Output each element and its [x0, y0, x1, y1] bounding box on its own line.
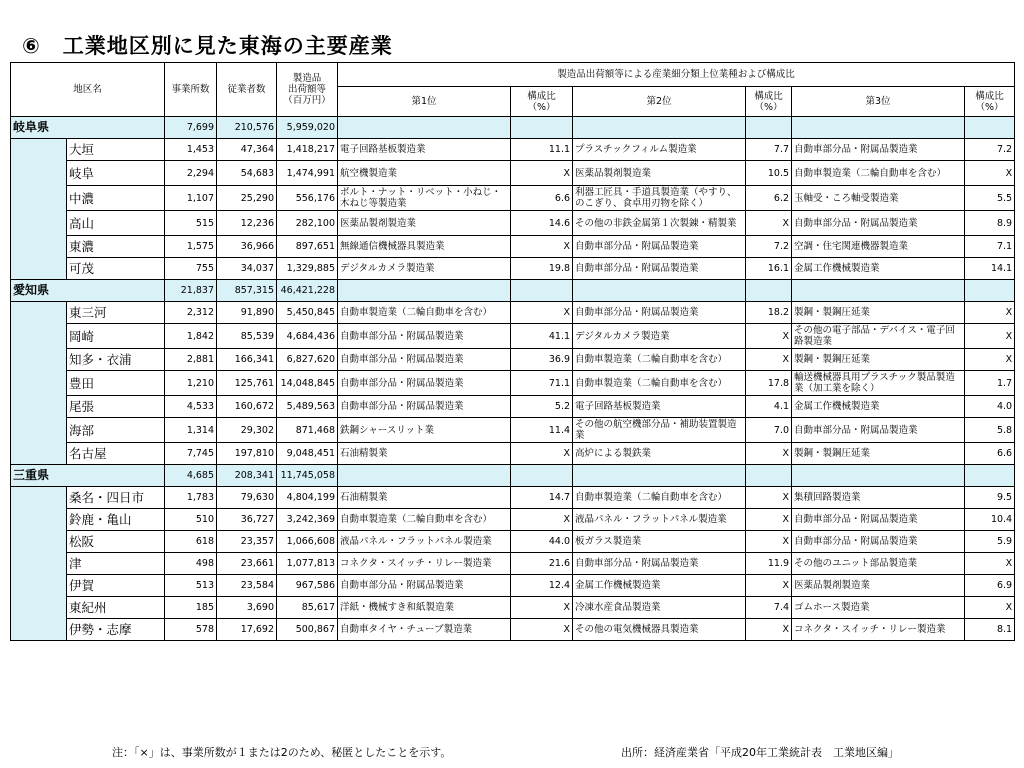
district-name: 津 — [67, 553, 165, 575]
industry-rank1: 自動車製造業（二輪自動車を含む） — [338, 302, 511, 324]
prefecture-indent — [11, 236, 67, 258]
industry-rank1: コネクタ・スイッチ・リレー製造業 — [338, 553, 511, 575]
header-shipments — [277, 63, 338, 117]
district-name: 名古屋 — [67, 443, 165, 465]
employees-cell: 79,630 — [217, 487, 277, 509]
district-name: 伊勢・志摩 — [67, 619, 165, 641]
empty-cell — [792, 117, 965, 139]
establishments-cell: 7,745 — [165, 443, 217, 465]
share-rank3: 7.2 — [965, 139, 1015, 161]
employees-cell: 12,236 — [217, 211, 277, 236]
industry-rank3: その他のユニット部品製造業 — [792, 553, 965, 575]
shipments-cell: 1,418,217 — [277, 139, 338, 161]
share-rank3: 5.9 — [965, 531, 1015, 553]
share-unit: （%） — [975, 101, 1004, 113]
share-rank3: X — [965, 302, 1015, 324]
prefecture-indent — [11, 575, 67, 597]
district-name: 可茂 — [67, 258, 165, 280]
employees-cell: 91,890 — [217, 302, 277, 324]
industry-rank2: 利器工匠具・手道具製造業（やすり、のこぎり、食卓用刃物を除く） — [573, 186, 746, 211]
share-rank2: X — [746, 509, 792, 531]
industry-rank3: 金属工作機械製造業 — [792, 258, 965, 280]
industry-rank1: 航空機製造業 — [338, 161, 511, 186]
header-shipments-line3: （百万円） — [283, 95, 331, 106]
industry-rank2: 液晶パネル・フラットパネル製造業 — [573, 509, 746, 531]
share-rank1: 11.4 — [511, 418, 573, 443]
prefecture-employees: 857,315 — [217, 280, 277, 302]
share-rank1: 5.2 — [511, 396, 573, 418]
district-name: 尾張 — [67, 396, 165, 418]
share-rank1: 6.6 — [511, 186, 573, 211]
share-unit: （%） — [754, 101, 783, 113]
shipments-cell: 1,077,813 — [277, 553, 338, 575]
table-row — [11, 139, 1015, 161]
table-row — [11, 371, 1015, 396]
prefecture-name: 愛知県 — [11, 280, 165, 302]
industry-rank2: 自動車部分品・附属品製造業 — [573, 553, 746, 575]
industry-rank3: 玉軸受・ころ軸受製造業 — [792, 186, 965, 211]
share-rank2: X — [746, 531, 792, 553]
industry-rank3: 自動車部分品・附属品製造業 — [792, 531, 965, 553]
header-shipments-line2: 出荷額等 — [288, 84, 327, 95]
establishments-cell: 2,881 — [165, 349, 217, 371]
prefecture-indent — [11, 487, 67, 509]
share-rank2: 7.7 — [746, 139, 792, 161]
prefecture-shipments: 5,959,020 — [277, 117, 338, 139]
industry-rank3: 製鋼・製鋼圧延業 — [792, 443, 965, 465]
employees-cell: 125,761 — [217, 371, 277, 396]
industry-rank1: 石油精製業 — [338, 443, 511, 465]
prefecture-row — [11, 280, 1015, 302]
prefecture-indent — [11, 186, 67, 211]
establishments-cell: 513 — [165, 575, 217, 597]
prefecture-shipments: 46,421,228 — [277, 280, 338, 302]
empty-cell — [965, 117, 1015, 139]
empty-cell — [338, 465, 511, 487]
share-rank3: 7.1 — [965, 236, 1015, 258]
share-rank2: X — [746, 324, 792, 349]
table-row — [11, 211, 1015, 236]
share-rank2: 18.2 — [746, 302, 792, 324]
empty-cell — [511, 465, 573, 487]
share-rank2: 7.0 — [746, 418, 792, 443]
establishments-cell: 1,453 — [165, 139, 217, 161]
industry-rank2: 医薬品製剤製造業 — [573, 161, 746, 186]
district-name: 知多・衣浦 — [67, 349, 165, 371]
establishments-cell: 1,210 — [165, 371, 217, 396]
table-row — [11, 553, 1015, 575]
establishments-cell: 618 — [165, 531, 217, 553]
page-title: ⑥ 工業地区別に見た東海の主要産業 — [22, 34, 393, 58]
prefecture-indent — [11, 396, 67, 418]
prefecture-shipments: 11,745,058 — [277, 465, 338, 487]
industry-rank2: その他の非鉄金属第１次製錬・精製業 — [573, 211, 746, 236]
share-rank2: X — [746, 443, 792, 465]
share-rank1: 14.6 — [511, 211, 573, 236]
empty-cell — [792, 465, 965, 487]
table-row — [11, 324, 1015, 349]
employees-cell: 23,584 — [217, 575, 277, 597]
share-rank3: X — [965, 161, 1015, 186]
district-name: 東三河 — [67, 302, 165, 324]
industry-rank1: 鉄鋼シャースリット業 — [338, 418, 511, 443]
industry-rank2: その他の電気機械器具製造業 — [573, 619, 746, 641]
industry-rank3: 空調・住宅関連機器製造業 — [792, 236, 965, 258]
table-row — [11, 509, 1015, 531]
empty-cell — [746, 280, 792, 302]
prefecture-name: 三重県 — [11, 465, 165, 487]
share-rank3: 4.0 — [965, 396, 1015, 418]
shipments-cell: 4,804,199 — [277, 487, 338, 509]
employees-cell: 85,539 — [217, 324, 277, 349]
share-rank2: 16.1 — [746, 258, 792, 280]
table-row — [11, 186, 1015, 211]
share-rank2: 7.2 — [746, 236, 792, 258]
industry-rank2: プラスチックフィルム製造業 — [573, 139, 746, 161]
industry-rank3: 製鋼・製鋼圧延業 — [792, 302, 965, 324]
table-row — [11, 161, 1015, 186]
prefecture-indent — [11, 531, 67, 553]
establishments-cell: 1,783 — [165, 487, 217, 509]
share-rank1: 12.4 — [511, 575, 573, 597]
establishments-cell: 1,314 — [165, 418, 217, 443]
empty-cell — [338, 117, 511, 139]
prefecture-indent — [11, 258, 67, 280]
employees-cell: 34,037 — [217, 258, 277, 280]
industry-rank2: 板ガラス製造業 — [573, 531, 746, 553]
share-rank1: 36.9 — [511, 349, 573, 371]
share-rank3: 10.4 — [965, 509, 1015, 531]
industry-rank3: 製鋼・製鋼圧延業 — [792, 349, 965, 371]
establishments-cell: 1,107 — [165, 186, 217, 211]
share-rank2: X — [746, 575, 792, 597]
industry-rank2: 高炉による製鉄業 — [573, 443, 746, 465]
shipments-cell: 14,048,845 — [277, 371, 338, 396]
table-row — [11, 302, 1015, 324]
establishments-cell: 185 — [165, 597, 217, 619]
industry-rank3: 集積回路製造業 — [792, 487, 965, 509]
industry-rank1: 無線通信機械器具製造業 — [338, 236, 511, 258]
shipments-cell: 1,329,885 — [277, 258, 338, 280]
share-rank3: X — [965, 324, 1015, 349]
industry-rank2: 自動車製造業（二輪自動車を含む） — [573, 349, 746, 371]
industry-rank3: 自動車製造業（二輪自動車を含む） — [792, 161, 965, 186]
prefecture-row — [11, 465, 1015, 487]
industry-rank2: デジタルカメラ製造業 — [573, 324, 746, 349]
employees-cell: 47,364 — [217, 139, 277, 161]
industry-rank2: 自動車部分品・附属品製造業 — [573, 302, 746, 324]
employees-cell: 25,290 — [217, 186, 277, 211]
prefecture-indent — [11, 597, 67, 619]
establishments-cell: 578 — [165, 619, 217, 641]
empty-cell — [965, 280, 1015, 302]
share-rank1: 19.8 — [511, 258, 573, 280]
establishments-cell: 515 — [165, 211, 217, 236]
prefecture-establishments: 21,837 — [165, 280, 217, 302]
header-area: 地区名 — [11, 63, 165, 117]
prefecture-employees: 210,576 — [217, 117, 277, 139]
prefecture-indent — [11, 371, 67, 396]
district-name: 岐阜 — [67, 161, 165, 186]
share-rank1: 21.6 — [511, 553, 573, 575]
share-rank2: 7.4 — [746, 597, 792, 619]
employees-cell: 23,357 — [217, 531, 277, 553]
district-name: 中濃 — [67, 186, 165, 211]
table-row — [11, 349, 1015, 371]
industry-rank1: 自動車部分品・附属品製造業 — [338, 324, 511, 349]
table-row — [11, 531, 1015, 553]
share-label: 構成比 — [754, 90, 783, 102]
share-rank1: 11.1 — [511, 139, 573, 161]
shipments-cell: 85,617 — [277, 597, 338, 619]
share-label: 構成比 — [975, 90, 1004, 102]
share-rank1: 44.0 — [511, 531, 573, 553]
share-rank3: 9.5 — [965, 487, 1015, 509]
empty-cell — [511, 117, 573, 139]
header-rank1: 第1位 — [338, 87, 511, 117]
district-name: 松阪 — [67, 531, 165, 553]
employees-cell: 54,683 — [217, 161, 277, 186]
share-rank1: X — [511, 597, 573, 619]
empty-cell — [746, 465, 792, 487]
prefecture-indent — [11, 509, 67, 531]
share-rank1: X — [511, 302, 573, 324]
industry-rank1: 自動車製造業（二輪自動車を含む） — [338, 509, 511, 531]
employees-cell: 17,692 — [217, 619, 277, 641]
table-row — [11, 418, 1015, 443]
header-share3 — [965, 87, 1015, 117]
industry-rank2: 金属工作機械製造業 — [573, 575, 746, 597]
prefecture-establishments: 7,699 — [165, 117, 217, 139]
shipments-cell: 5,450,845 — [277, 302, 338, 324]
establishments-cell: 4,533 — [165, 396, 217, 418]
prefecture-indent — [11, 211, 67, 236]
industry-rank2: 自動車部分品・附属品製造業 — [573, 236, 746, 258]
table-row — [11, 396, 1015, 418]
prefecture-establishments: 4,685 — [165, 465, 217, 487]
establishments-cell: 1,842 — [165, 324, 217, 349]
industry-rank3: 自動車部分品・附属品製造業 — [792, 211, 965, 236]
table-row — [11, 443, 1015, 465]
share-rank3: 1.7 — [965, 371, 1015, 396]
establishments-cell: 510 — [165, 509, 217, 531]
industry-rank3: 金属工作機械製造業 — [792, 396, 965, 418]
share-rank3: 6.6 — [965, 443, 1015, 465]
share-rank3: 14.1 — [965, 258, 1015, 280]
table-row — [11, 236, 1015, 258]
prefecture-indent — [11, 619, 67, 641]
header-rank2: 第2位 — [573, 87, 746, 117]
industry-rank1: 自動車部分品・附属品製造業 — [338, 371, 511, 396]
prefecture-row — [11, 117, 1015, 139]
employees-cell: 197,810 — [217, 443, 277, 465]
empty-cell — [573, 280, 746, 302]
shipments-cell: 897,651 — [277, 236, 338, 258]
shipments-cell: 1,474,991 — [277, 161, 338, 186]
industry-rank1: 液晶パネル・フラットパネル製造業 — [338, 531, 511, 553]
shipments-cell: 871,468 — [277, 418, 338, 443]
establishments-cell: 498 — [165, 553, 217, 575]
employees-cell: 36,727 — [217, 509, 277, 531]
prefecture-indent — [11, 418, 67, 443]
district-name: 海部 — [67, 418, 165, 443]
shipments-cell: 9,048,451 — [277, 443, 338, 465]
district-name: 岡崎 — [67, 324, 165, 349]
district-name: 東濃 — [67, 236, 165, 258]
employees-cell: 23,661 — [217, 553, 277, 575]
industry-rank1: 洋紙・機械すき和紙製造業 — [338, 597, 511, 619]
district-name: 大垣 — [67, 139, 165, 161]
share-rank2: 17.8 — [746, 371, 792, 396]
shipments-cell: 1,066,608 — [277, 531, 338, 553]
share-rank2: X — [746, 619, 792, 641]
district-name: 鈴鹿・亀山 — [67, 509, 165, 531]
share-rank3: X — [965, 349, 1015, 371]
industry-rank2: 自動車製造業（二輪自動車を含む） — [573, 487, 746, 509]
prefecture-indent — [11, 161, 67, 186]
share-rank2: 10.5 — [746, 161, 792, 186]
prefecture-indent — [11, 443, 67, 465]
source-note: 出所：経済産業省「平成20年工業統計表 工業地区編」 — [621, 746, 899, 759]
industry-rank1: デジタルカメラ製造業 — [338, 258, 511, 280]
industry-rank3: 輸送機械器具用プラスチック製品製造業（加工業を除く） — [792, 371, 965, 396]
industry-rank1: 自動車部分品・附属品製造業 — [338, 396, 511, 418]
industry-rank1: 自動車部分品・附属品製造業 — [338, 349, 511, 371]
share-rank1: X — [511, 509, 573, 531]
district-name: 伊賀 — [67, 575, 165, 597]
header-rank3: 第3位 — [792, 87, 965, 117]
share-rank3: 6.9 — [965, 575, 1015, 597]
share-rank3: X — [965, 553, 1015, 575]
share-rank2: X — [746, 211, 792, 236]
industry-rank2: 冷凍水産食品製造業 — [573, 597, 746, 619]
industry-rank3: その他の電子部品・デバイス・電子回路製造業 — [792, 324, 965, 349]
table-row — [11, 258, 1015, 280]
share-rank3: 8.9 — [965, 211, 1015, 236]
share-rank1: X — [511, 443, 573, 465]
industry-rank1: 医薬品製剤製造業 — [338, 211, 511, 236]
share-rank2: 4.1 — [746, 396, 792, 418]
share-rank1: X — [511, 161, 573, 186]
share-rank3: 5.8 — [965, 418, 1015, 443]
industry-table — [10, 62, 1015, 641]
establishments-cell: 2,294 — [165, 161, 217, 186]
table-row — [11, 619, 1015, 641]
share-unit: （%） — [527, 101, 556, 113]
table-row — [11, 597, 1015, 619]
shipments-cell: 967,586 — [277, 575, 338, 597]
header-establishments: 事業所数 — [165, 63, 217, 117]
industry-rank2: 自動車部分品・附属品製造業 — [573, 258, 746, 280]
industry-rank3: ゴムホース製造業 — [792, 597, 965, 619]
industry-rank2: その他の航空機部分品・補助装置製造業 — [573, 418, 746, 443]
share-rank1: 41.1 — [511, 324, 573, 349]
share-rank2: 11.9 — [746, 553, 792, 575]
industry-rank3: 自動車部分品・附属品製造業 — [792, 139, 965, 161]
industry-rank1: 自動車部分品・附属品製造業 — [338, 575, 511, 597]
industry-rank1: 電子回路基板製造業 — [338, 139, 511, 161]
shipments-cell: 500,867 — [277, 619, 338, 641]
empty-cell — [573, 465, 746, 487]
district-name: 高山 — [67, 211, 165, 236]
share-rank1: 71.1 — [511, 371, 573, 396]
prefecture-employees: 208,341 — [217, 465, 277, 487]
share-rank2: X — [746, 349, 792, 371]
header-industry-group: 製造品出荷額等による産業細分類上位業種および構成比 — [338, 63, 1015, 87]
industry-rank3: 自動車部分品・附属品製造業 — [792, 509, 965, 531]
prefecture-name: 岐阜県 — [11, 117, 165, 139]
empty-cell — [792, 280, 965, 302]
share-rank1: X — [511, 619, 573, 641]
shipments-cell: 282,100 — [277, 211, 338, 236]
industry-rank1: 自動車タイヤ・チューブ製造業 — [338, 619, 511, 641]
prefecture-indent — [11, 302, 67, 324]
header-employees: 従業者数 — [217, 63, 277, 117]
establishments-cell: 2,312 — [165, 302, 217, 324]
shipments-cell: 556,176 — [277, 186, 338, 211]
employees-cell: 166,341 — [217, 349, 277, 371]
district-name: 東紀州 — [67, 597, 165, 619]
industry-rank3: 医薬品製剤製造業 — [792, 575, 965, 597]
empty-cell — [573, 117, 746, 139]
empty-cell — [511, 280, 573, 302]
district-name: 豊田 — [67, 371, 165, 396]
prefecture-indent — [11, 324, 67, 349]
share-rank2: 6.2 — [746, 186, 792, 211]
industry-rank2: 自動車製造業（二輪自動車を含む） — [573, 371, 746, 396]
table-row — [11, 487, 1015, 509]
share-rank1: X — [511, 236, 573, 258]
share-rank2: X — [746, 487, 792, 509]
industry-rank3: コネクタ・スイッチ・リレー製造業 — [792, 619, 965, 641]
empty-cell — [965, 465, 1015, 487]
establishments-cell: 755 — [165, 258, 217, 280]
shipments-cell: 5,489,563 — [277, 396, 338, 418]
shipments-cell: 3,242,369 — [277, 509, 338, 531]
header-share2 — [746, 87, 792, 117]
empty-cell — [338, 280, 511, 302]
employees-cell: 29,302 — [217, 418, 277, 443]
shipments-cell: 6,827,620 — [277, 349, 338, 371]
industry-rank2: 電子回路基板製造業 — [573, 396, 746, 418]
header-share1 — [511, 87, 573, 117]
footnote: 注：「×」は、事業所数が１または2のため、秘匿としたことを示す。 — [112, 746, 452, 759]
prefecture-indent — [11, 553, 67, 575]
establishments-cell: 1,575 — [165, 236, 217, 258]
empty-cell — [746, 117, 792, 139]
industry-rank1: ボルト・ナット・リベット・小ねじ・木ねじ等製造業 — [338, 186, 511, 211]
share-label: 構成比 — [527, 90, 556, 102]
prefecture-indent — [11, 139, 67, 161]
table-row — [11, 575, 1015, 597]
header-shipments-line1: 製造品 — [292, 73, 322, 84]
employees-cell: 3,690 — [217, 597, 277, 619]
share-rank3: X — [965, 597, 1015, 619]
industry-rank3: 自動車部分品・附属品製造業 — [792, 418, 965, 443]
employees-cell: 160,672 — [217, 396, 277, 418]
prefecture-indent — [11, 349, 67, 371]
employees-cell: 36,966 — [217, 236, 277, 258]
share-rank3: 5.5 — [965, 186, 1015, 211]
share-rank3: 8.1 — [965, 619, 1015, 641]
share-rank1: 14.7 — [511, 487, 573, 509]
industry-rank1: 石油精製業 — [338, 487, 511, 509]
district-name: 桑名・四日市 — [67, 487, 165, 509]
shipments-cell: 4,684,436 — [277, 324, 338, 349]
